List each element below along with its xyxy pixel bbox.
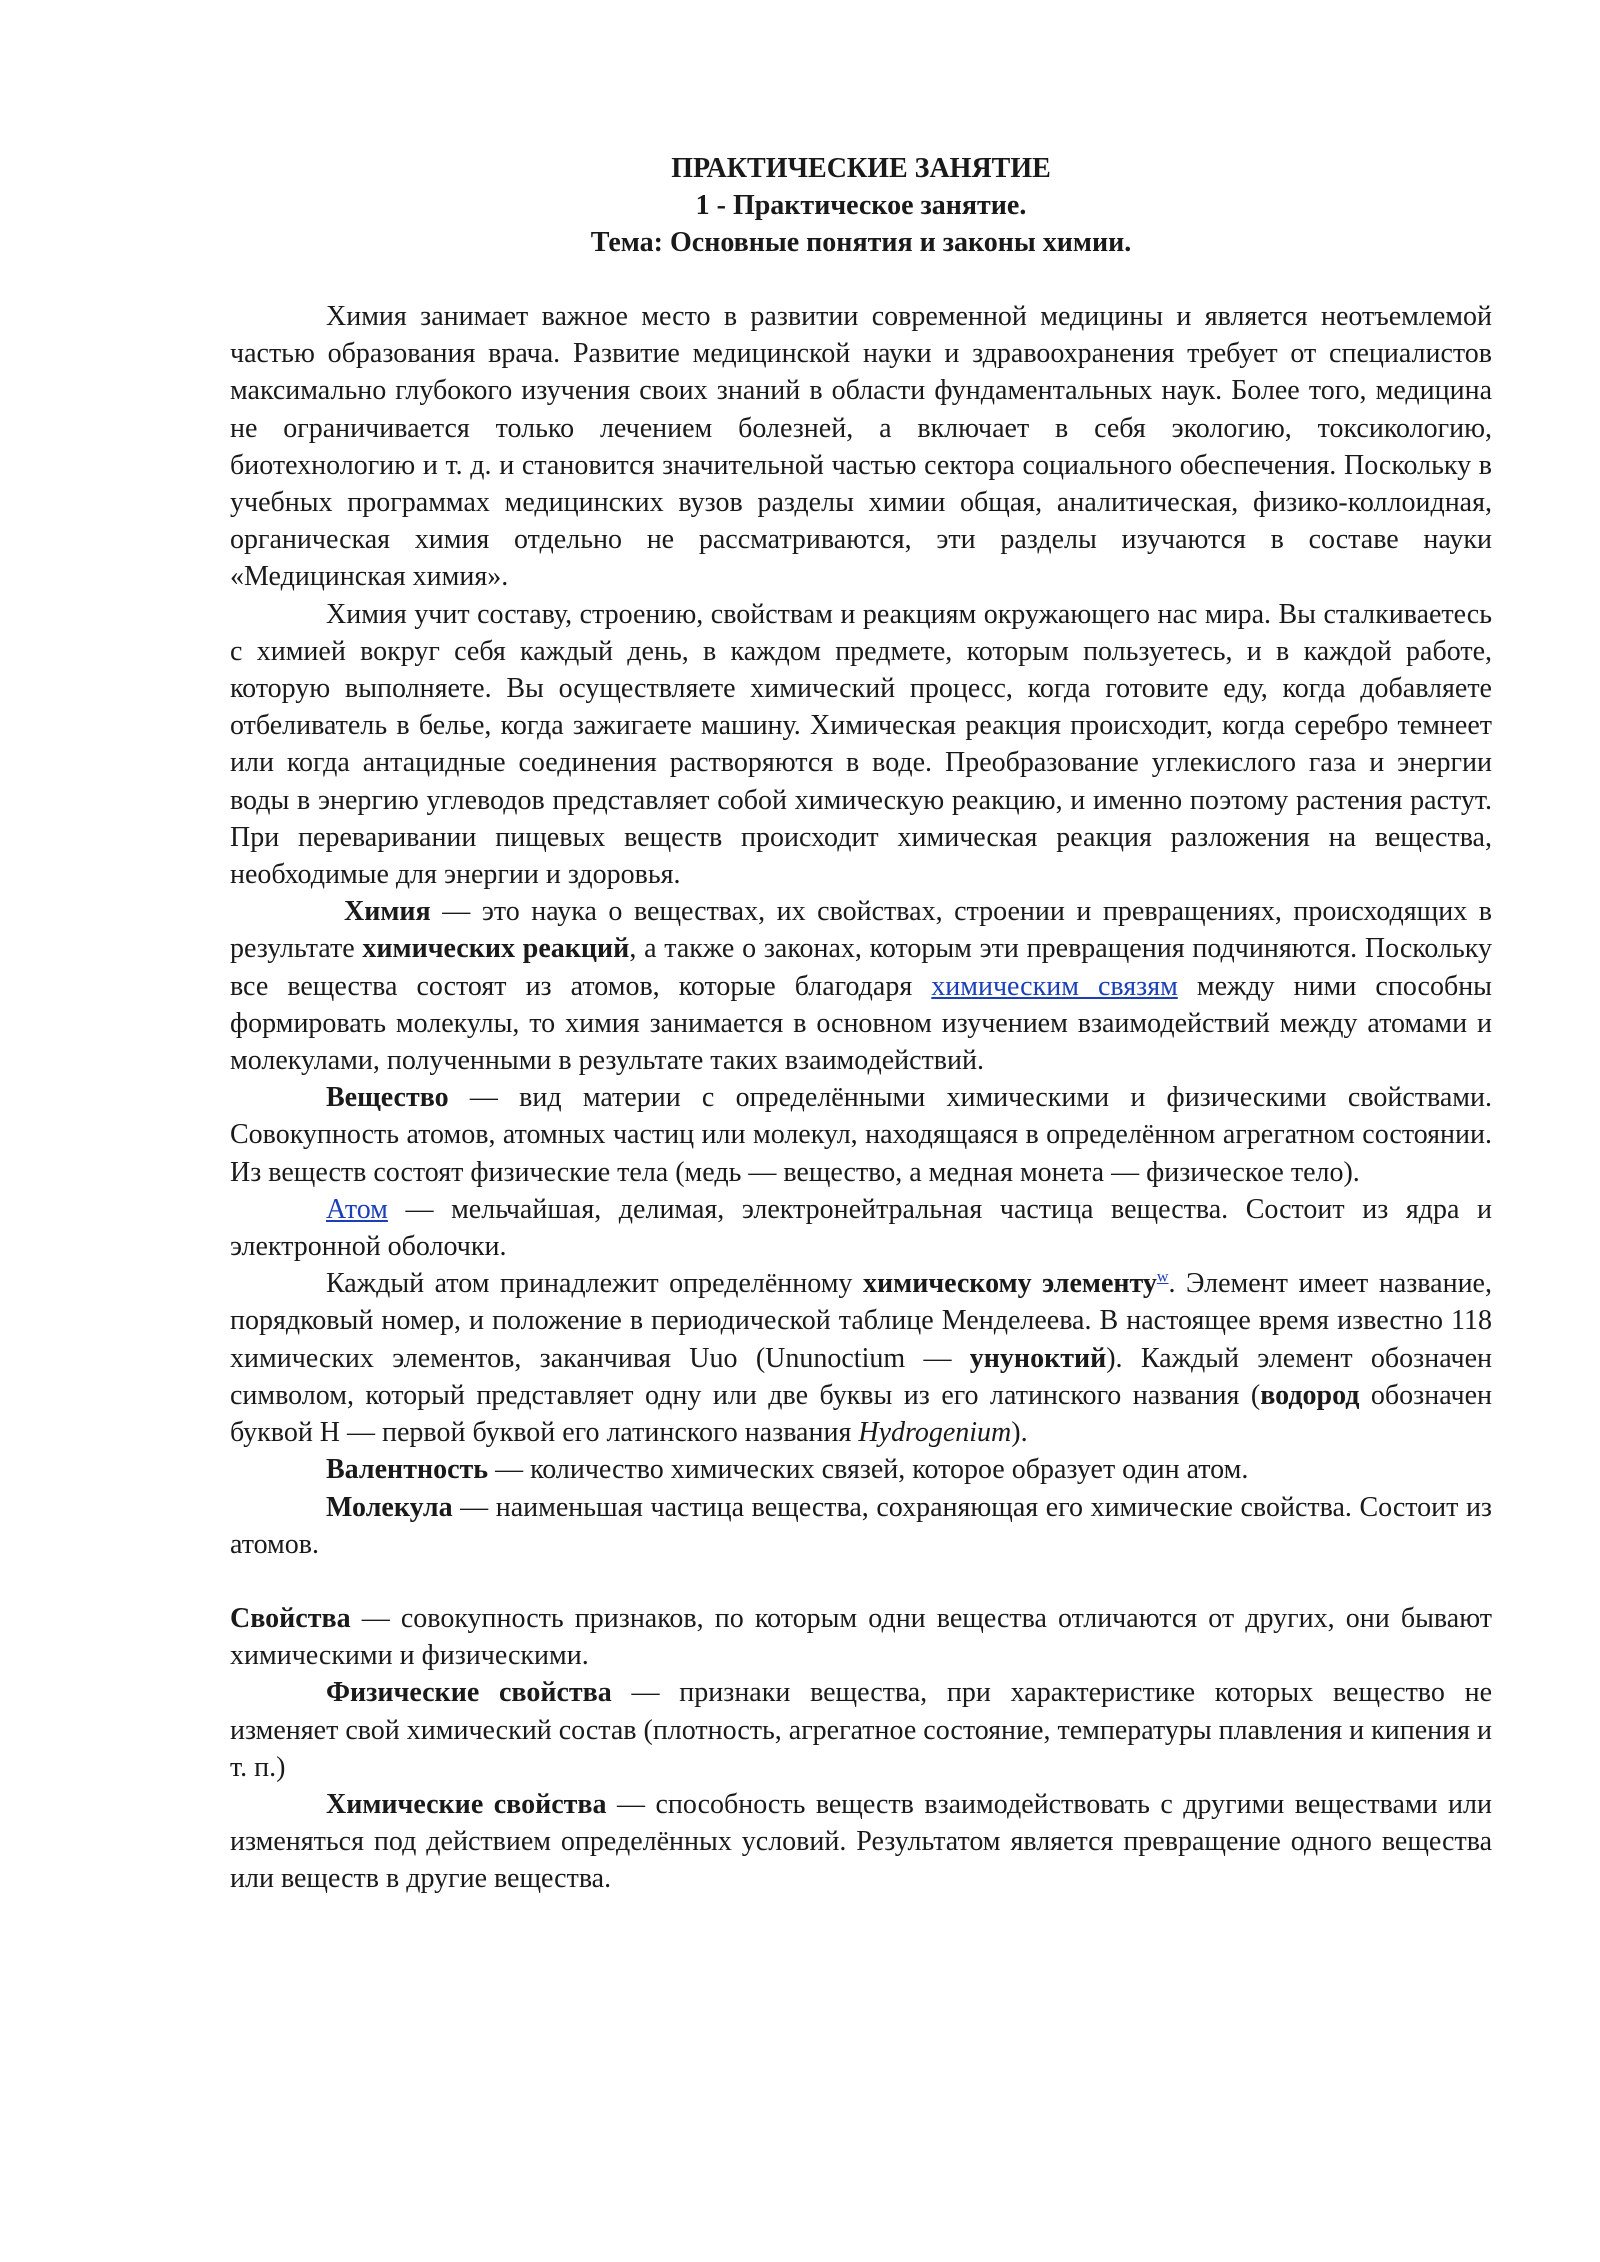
lesson-topic: Тема: Основные понятия и законы химии. (590, 227, 1132, 258)
paragraph-spacer (230, 1563, 1492, 1600)
document-title: ПРАКТИЧЕСКИЕ ЗАНЯТИЕ (671, 153, 1051, 184)
term-properties: Свойства (230, 1602, 351, 1634)
text-segment: обозначен буквой H — первой буквой его латинского названия (230, 1379, 1492, 1449)
document-header (230, 150, 1492, 261)
text-segment: — это наука о веществах, их свойствах, строении и превращениях, происходящих в результате (230, 896, 1492, 965)
text-segment: — способность веществ взаимодействовать с другими веществами или изменяться под действием определённых условий. Результатом является превращение одного вещества или веществ в другие вещества. (230, 1788, 1492, 1895)
text-segment: . Элемент имеет название, порядковый номер, и положение в периодической таблице Менделеева. В настоящее время известно 118 химических элементов, заканчивая Uuo (Ununoctium — (230, 1268, 1492, 1374)
text-segment: между ними способны формировать молекулы, то химия занимается в основном изучением взаимодействий между атомами и молекулами, полученными в результате таких взаимодействий. (230, 970, 1492, 1077)
paragraph-chemical-properties (230, 1786, 1492, 1898)
term-chemical-element: химическому элементу (862, 1268, 1157, 1300)
term-substance: Вещество (326, 1082, 449, 1114)
text-segment: ). (1011, 1417, 1028, 1449)
text-segment: — признаки вещества, при характеристике которых вещество не изменяет свой химический состав (плотность, агрегатное состояние, температуры плавления и кипения и т. п.) (230, 1677, 1492, 1783)
link-chemical-bonds[interactable]: химическим связям (931, 970, 1178, 1002)
term-valence: Валентность (326, 1454, 489, 1486)
term-physical-properties: Физические свойства (326, 1677, 612, 1709)
text-segment: — вид материи с определёнными химическими и физическими свойствами. Совокупность атомов, атомных частиц или молекул, находящаяся в определённом агрегатном состоянии. Из веществ состоят физические тела (медь — вещество, а медная монета — физическое тело). (230, 1082, 1492, 1188)
term-chemical-reactions: химических реакций (362, 933, 630, 965)
term-hydrogen: водород (1260, 1379, 1360, 1411)
text-segment: — совокупность признаков, по которым одни вещества отличаются от других, они бывают химическими и физическими. (230, 1602, 1492, 1672)
text-segment: ). Каждый элемент обозначен символом, который представляет одну или две буквы из его латинского названия ( (230, 1342, 1492, 1411)
document-page (230, 150, 1492, 1898)
paragraph-properties (230, 1600, 1492, 1674)
paragraph-intro: Химия занимает важное место в развитии современной медицины и является неотъемлемой частью образования врача. Развитие медицинской науки и здравоохранения требует от специалистов максимально глубокого изучения своих знаний в области фундаментальных наук. Более того, медицина не ограничивается только лечением болезней, а включает в себя экологию, токсикологию, биотехнологию и т. д. и становится значительной частью сектора социального обеспечения. Поскольку в учебных программах медицинских вузов разделы химии общая, аналитическая, физико-коллоидная, органическая химия отдельно не рассматриваются, эти разделы изучаются в составе науки «Медицинская химия». (230, 301, 1492, 593)
paragraph-chemistry-definition (230, 893, 1492, 1079)
text-segment: Каждый атом принадлежит определённому (326, 1268, 863, 1300)
text-segment: — мельчайшая, делимая, электронейтральная частица вещества. Состоит из ядра и электронной оболочки. (230, 1193, 1492, 1263)
paragraph-substance (230, 1079, 1492, 1191)
term-chemistry: Химия (344, 896, 431, 928)
wiki-reference-link[interactable]: w (1156, 1268, 1169, 1286)
paragraph-chemistry-everyday: Химия учит составу, строению, свойствам и реакциям окружающего нас мира. Вы сталкиваетесь с химией вокруг себя каждый день, в каждом предмете, которым пользуетесь, и в каждой работе, которую выполняете. Вы осуществляете химический процесс, когда готовите еду, когда добавляете отбеливатель в белье, когда зажигаете машину. Химическая реакция происходит, когда серебро темнеет или когда антацидные соединения растворяются в воде. Преобразование углекислого газа и энергии воды в энергию углеводов представляет собой химическую реакцию, и именно поэтому растения растут. При переваривании пищевых веществ происходит химическая реакция разложения на вещества, необходимые для энергии и здоровья. (230, 598, 1492, 891)
paragraph-physical-properties (230, 1674, 1492, 1786)
lesson-number: 1 - Практическое занятие. (695, 190, 1027, 221)
term-ununoctium: унуноктий (969, 1342, 1107, 1374)
paragraph-element (230, 1265, 1492, 1451)
term-hydrogenium: Hydrogenium (858, 1417, 1012, 1449)
paragraph-valence (230, 1451, 1492, 1488)
paragraph-atom (230, 1191, 1492, 1265)
text-segment: — наименьшая частица вещества, сохраняющая его химические свойства. Состоит из атомов. (230, 1491, 1492, 1560)
term-molecule: Молекула (326, 1491, 453, 1523)
term-chemical-properties: Химические свойства (326, 1788, 607, 1820)
text-segment: , а также о законах, которым эти превращения подчиняются. Поскольку все вещества состоят из атомов, которые благодаря (230, 933, 1493, 1002)
text-segment: — количество химических связей, которое образует один атом. (488, 1454, 1249, 1486)
link-atom[interactable]: Атом (326, 1193, 388, 1225)
paragraph-molecule (230, 1489, 1492, 1563)
